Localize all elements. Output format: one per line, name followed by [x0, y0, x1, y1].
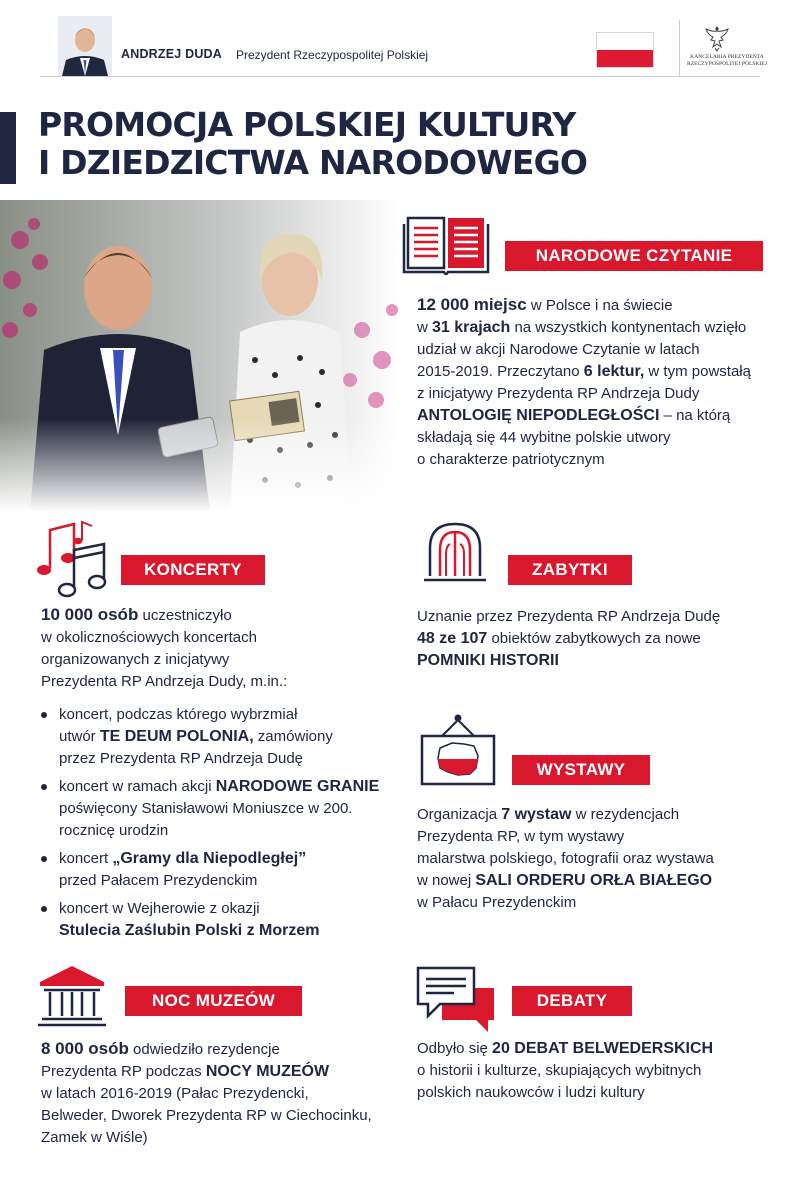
president-name: ANDRZEJ DUDA	[121, 47, 223, 61]
zabytki-heading: ZABYTKI	[508, 555, 632, 585]
gothic-monument-icon	[422, 520, 488, 586]
wystawy-heading: WYSTAWY	[512, 755, 650, 785]
museum-building-icon	[36, 964, 108, 1028]
koncerty-text: 10 000 osób uczestniczyło w okolicznościowych koncertach organizowanych z inicjatywy Prezydenta RP Andrzeja Dudy, m.in.:	[41, 605, 288, 690]
president-couple-photo	[0, 200, 400, 512]
eagle-emblem-icon	[704, 24, 730, 52]
framed-poland-map-icon	[418, 712, 498, 788]
zabytki-text: Uznanie przez Prezydenta RP Andrzeja Dudę 48 ze 107 obiektów zabytkowych za nowe POMNIKI HISTORII	[417, 608, 721, 669]
chancellery-label: KANCELARIA PREZYDENTA RZECZYPOSPOLITEJ POLSKIEJ	[686, 54, 768, 67]
noc-muzeow-text: 8 000 osób odwiedziło rezydencje Prezydenta RP podczas NOCY MUZEÓW w latach 2016-2019 (Pałac Prezydencki, Belweder, Dworek Prezydenta RP w Ciechocinku, Zamek w Wiśle)	[41, 1039, 372, 1146]
wystawy-text: Organizacja 7 wystaw w rezydencjach Prezydenta RP, w tym wystawy malarstwa polskiego, fotografii oraz wystawa w nowej SALI ORDERU ORŁA BIAŁEGO w Pałacu Prezydenckim	[417, 806, 714, 911]
chat-bubbles-icon	[414, 964, 498, 1036]
czytanie-text: 12 000 miejsc w Polsce i na świecie w 31 krajach na wszystkich kontynentach wzięło udział w akcji Narodowe Czytanie w latach 2015-2019. Przeczytano 6 lektur, w tym powstałą z inicjatywy Prezydenta RP Andrzeja Dudy ANTOLOGIĘ NIEPODLEGŁOŚCI – na którą składają się 44 wybitne polskie utwory o charakterze patriotycznym	[417, 295, 751, 468]
koncerty-heading: KONCERTY	[121, 555, 265, 585]
list-item: koncert w Wejherowie z okazji Stulecia Zaślubin Polski z Morzem	[41, 898, 401, 942]
list-item: koncert w ramach akcji NARODOWE GRANIE poświęcony Stanisławowi Moniuszce w 200. rocznicę urodzin	[41, 776, 401, 842]
header-rule	[40, 76, 760, 77]
music-notes-icon	[34, 518, 116, 598]
debaty-heading: DEBATY	[512, 986, 632, 1016]
president-role: Prezydent Rzeczypospolitej Polskiej	[236, 48, 429, 62]
koncerty-list	[41, 704, 401, 948]
list-item: koncert, podczas którego wybrzmiał utwór TE DEUM POLONIA, zamówiony przez Prezydenta RP Andrzeja Dudę	[41, 704, 401, 770]
title-accent-bar	[0, 112, 16, 184]
noc-muzeow-heading: NOC MUZEÓW	[125, 986, 302, 1016]
avatar	[58, 16, 112, 76]
list-item: koncert „Gramy dla Niepodległej” przed Pałacem Prezydenckim	[41, 848, 401, 892]
header-divider	[679, 20, 680, 76]
open-book-icon	[400, 214, 492, 282]
polish-flag	[596, 32, 654, 68]
debaty-text: Odbyło się 20 DEBAT BELWEDERSKICH o historii i kulturze, skupiających wybitnych polskich naukowców i ludzi kultury	[417, 1040, 714, 1101]
page-title: PROMOCJA POLSKIEJ KULTURY I DZIEDZICTWA NARODOWEGO	[38, 105, 588, 182]
narodowe-czytanie-heading: NARODOWE CZYTANIE	[505, 241, 763, 271]
